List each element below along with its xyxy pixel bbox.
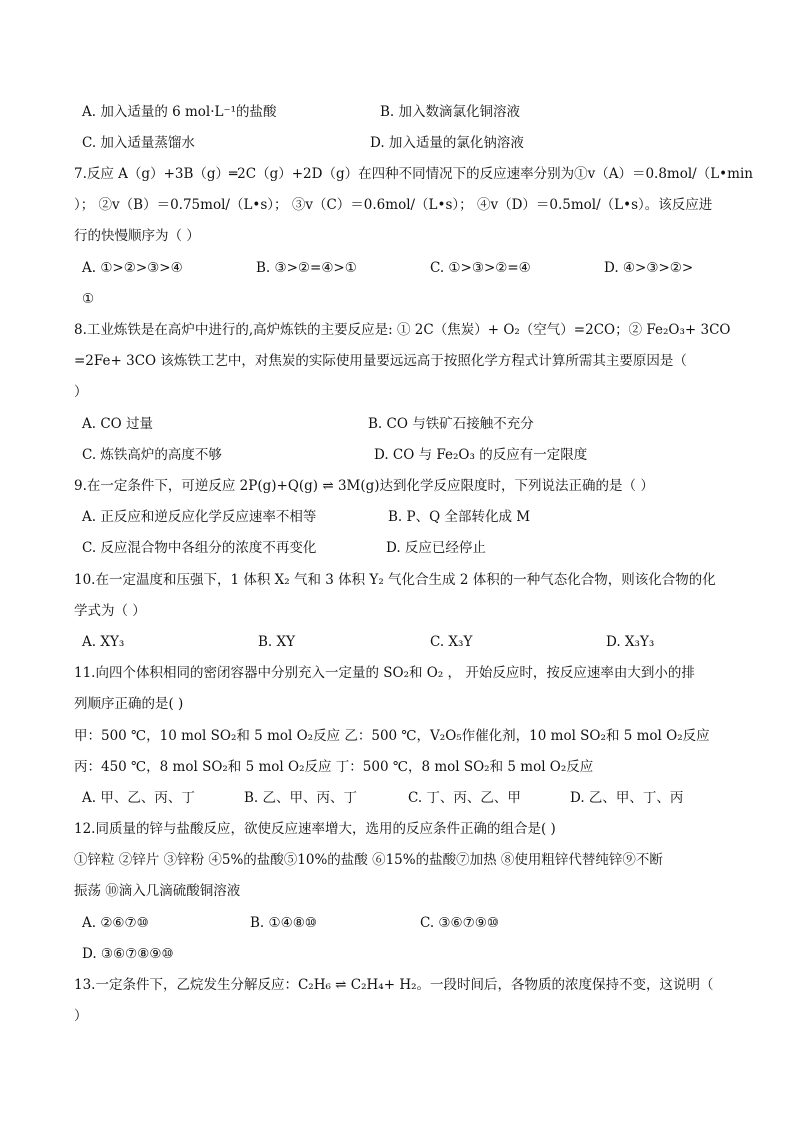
q12-option-c: C. ③⑥⑦⑨⑩ bbox=[420, 915, 499, 931]
q8-stem-line-1: 8.工业炼铁是在高炉中进行的,高炉炼铁的主要反应是: ① 2C（焦炭）+ O₂（空气）=2CO；② Fe₂O₃+ 3CO bbox=[74, 322, 731, 338]
q6-option-b: B. 加入数滴氯化铜溶液 bbox=[380, 104, 521, 120]
q10-stem-line-2: 学式为（ ） bbox=[74, 603, 146, 619]
q6-option-a: A. 加入适量的 6 mol·L⁻¹的盐酸 bbox=[82, 104, 277, 120]
q10-options-row bbox=[74, 631, 734, 653]
q11-option-a: A. 甲、乙、丙、丁 bbox=[82, 790, 195, 806]
q7-option-d-continued bbox=[74, 288, 734, 310]
q8-option-c: C. 炼铁高炉的高度不够 bbox=[82, 447, 222, 463]
q8-option-b: B. CO 与铁矿石接触不充分 bbox=[368, 416, 534, 432]
q12-option-d: D. ③⑥⑦⑧⑨⑩ bbox=[82, 946, 174, 962]
q6-options-row-2 bbox=[74, 132, 734, 154]
q11-option-c: C. 丁、丙、乙、甲 bbox=[408, 790, 521, 806]
q10-option-a: A. XY₃ bbox=[82, 634, 125, 650]
q9-options-row-2 bbox=[74, 537, 734, 559]
q10-stem-line-1: 10.在一定温度和压强下，1 体积 X₂ 气和 3 体积 Y₂ 气化合生成 2 体积的一种气态化合物，则该化合物的化 bbox=[74, 572, 716, 588]
q9-options-row-1 bbox=[74, 506, 734, 528]
q13-stem-line-2: ） bbox=[74, 1008, 88, 1024]
q6-options-row-1 bbox=[74, 101, 734, 123]
q8-options-row-1 bbox=[74, 413, 734, 435]
q12-option-b: B. ①④⑧⑩ bbox=[250, 915, 317, 931]
q9-option-a: A. 正反应和逆反应化学反应速率不相等 bbox=[82, 509, 317, 525]
q6-option-d: D. 加入适量的氯化钠溶液 bbox=[370, 135, 524, 151]
q8-stem-line-3: ） bbox=[74, 384, 88, 400]
q7-stem-line-1: 7.反应 A（g）+3B（g）═2C（g）+2D（g）在四种不同情况下的反应速率分别为①v（A）＝0.8mol/（L•min bbox=[74, 166, 753, 182]
q6-option-c: C. 加入适量蒸馏水 bbox=[82, 135, 195, 151]
q11-options-row bbox=[74, 787, 734, 809]
q12-option-a: A. ②⑥⑦⑩ bbox=[82, 915, 149, 931]
q11-stem-line-1: 11.向四个体积相同的密闭容器中分别充入一定量的 SO₂和 O₂ ， 开始反应时，按反应速率由大到小的排 bbox=[74, 665, 695, 681]
q12-options-row-2 bbox=[74, 943, 734, 965]
q11-option-d: D. 乙、甲、丁、丙 bbox=[570, 790, 684, 806]
q11-conditions-bing-ding: 丙：450 ℃，8 mol SO₂和 5 mol O₂反应 丁：500 ℃，8 mol SO₂和 5 mol O₂反应 bbox=[74, 759, 594, 775]
q11-option-b: B. 乙、甲、丙、丁 bbox=[244, 790, 358, 806]
q8-option-a: A. CO 过量 bbox=[82, 416, 154, 432]
q7-option-a: A. ①>②>③>④ bbox=[82, 260, 183, 276]
q7-option-d: D. ④>③>②> bbox=[604, 260, 694, 276]
q8-option-d: D. CO 与 Fe₂O₃ 的反应有一定限度 bbox=[374, 447, 588, 463]
q10-option-b: B. XY bbox=[258, 634, 296, 650]
q7-options-row bbox=[74, 257, 734, 279]
q7-option-b: B. ③>②=④>① bbox=[256, 260, 357, 276]
q9-option-c: C. 反应混合物中各组分的浓度不再变化 bbox=[82, 540, 317, 556]
q9-stem: 9.在一定条件下，可逆反应 2P(g)+Q(g) ⇌ 3M(g)达到化学反应限度时，下列说法正确的是（ ） bbox=[74, 478, 654, 494]
q8-stem-line-2: =2Fe+ 3CO 该炼铁工艺中，对焦炭的实际使用量要远远高于按照化学方程式计算所需其主要原因是（ bbox=[74, 353, 687, 369]
q10-option-c: C. X₃Y bbox=[430, 634, 473, 650]
q7-stem-line-2: ）； ②v（B）＝0.75mol/（L•s）； ③v（C）＝0.6mol/（L•s）； ④v（D）＝0.5mol/（L•s）。该反应进 bbox=[74, 197, 713, 213]
q7-stem-line-3: 行的快慢顺序为（ ） bbox=[74, 228, 200, 244]
q12-choices-line-1: ①锌粒 ②锌片 ③锌粉 ④5%的盐酸⑤10%的盐酸 ⑥15%的盐酸⑦加热 ⑧使用粗锌代替纯锌⑨不断 bbox=[74, 852, 663, 868]
q12-choices-line-2: 振荡 ⑩滴入几滴硫酸铜溶液 bbox=[74, 883, 241, 899]
q11-stem-line-2: 列顺序正确的是( ) bbox=[74, 696, 184, 712]
q8-options-row-2 bbox=[74, 444, 734, 466]
q9-option-d: D. 反应已经停止 bbox=[386, 540, 486, 556]
q12-options-row bbox=[74, 912, 734, 934]
q11-conditions-jia-yi: 甲：500 ℃，10 mol SO₂和 5 mol O₂反应 乙：500 ℃，V₂O₅作催化剂，10 mol SO₂和 5 mol O₂反应 bbox=[74, 728, 710, 744]
q9-option-b: B. P、Q 全部转化成 M bbox=[388, 509, 531, 525]
q7-option-d-tail: ① bbox=[82, 291, 95, 307]
q13-stem-line-1: 13.一定条件下，乙烷发生分解反应：C₂H₆ ⇌ C₂H₄+ H₂。一段时间后，各物质的浓度保持不变，这说明（ bbox=[74, 977, 714, 993]
q10-option-d: D. X₃Y₃ bbox=[606, 634, 655, 650]
q7-option-c: C. ①>③>②=④ bbox=[430, 260, 531, 276]
q12-stem-line-1: 12.同质量的锌与盐酸反应，欲使反应速率增大，选用的反应条件正确的组合是( ) bbox=[74, 821, 556, 837]
